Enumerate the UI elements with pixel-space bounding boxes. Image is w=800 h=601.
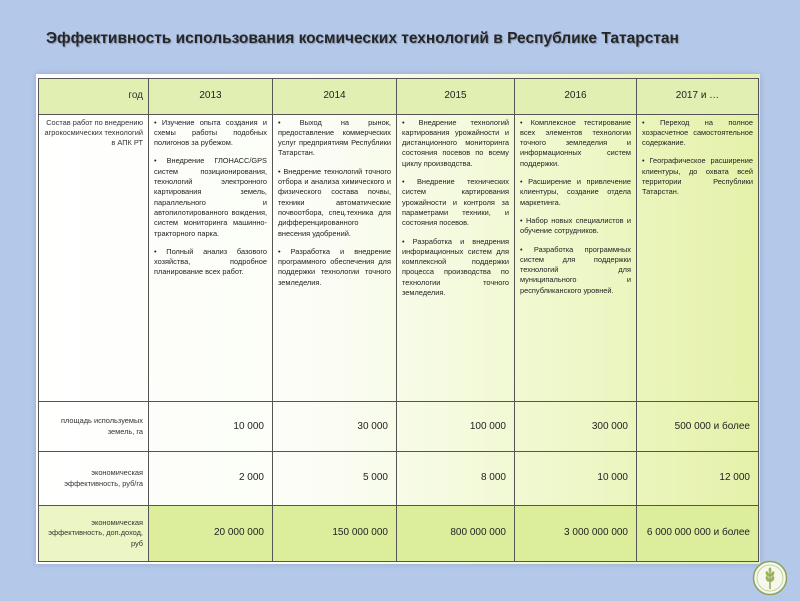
work-item: • Переход на полное хозрасчетное самостоятельное содержание.	[642, 117, 753, 148]
efficiency-per-ha-2013: 2 000	[149, 452, 273, 506]
area-value-2014: 30 000	[273, 402, 397, 452]
header-year-2015: 2015	[397, 79, 515, 115]
work-item: • Расширение и привлечение клиентуры, создание отдела маркетинга.	[520, 177, 631, 207]
efficiency-income-2017: 6 000 000 000 и более	[637, 506, 759, 562]
work-item: • Изучение опыта создания и схемы работы подобных полигонов за рубежом.	[154, 117, 267, 148]
table-row-area	[39, 402, 759, 452]
table-sheet	[36, 74, 760, 564]
efficiency-income-2014: 150 000 000	[273, 506, 397, 562]
work-item: • Внедрение технологий картирования урожайности и дистанционного мониторинга состояния посевов по всему циклу производства.	[402, 117, 509, 168]
efficiency-per-ha-2015: 8 000	[397, 452, 515, 506]
row-label-efficiency-income: экономическая эффективность, доп.доход, руб	[39, 506, 149, 562]
efficiency-per-ha-2017: 12 000	[637, 452, 759, 506]
area-value-2016: 300 000	[515, 402, 637, 452]
header-year-2014: 2014	[273, 79, 397, 115]
work-item: • Разработка и внедрение программного обеспечения для поддержки технологии точного земледелия.	[278, 246, 391, 287]
header-year-2016: 2016	[515, 79, 637, 115]
work-cell-2013	[149, 114, 273, 402]
row-label-area: площадь используемых земель, га	[39, 402, 149, 452]
row-label-work-content: Состав работ по внедрению агрокосмических технологий в АПК РТ	[39, 114, 149, 402]
efficiency-income-2016: 3 000 000 000	[515, 506, 637, 562]
area-value-2017: 500 000 и более	[637, 402, 759, 452]
work-item: • Разработка программных систем для поддержки технологий для муниципального и республиканского уровней.	[520, 244, 631, 295]
table-row-work-content	[39, 114, 759, 402]
efficiency-table	[38, 78, 759, 562]
work-cell-2015	[397, 114, 515, 402]
efficiency-income-2013: 20 000 000	[149, 506, 273, 562]
header-year-2017: 2017 и …	[637, 79, 759, 115]
table-header-row	[39, 79, 759, 115]
work-item: • Комплексное тестирование всех элементов технологии точного земледелия и информационных систем поддержки.	[520, 117, 631, 168]
efficiency-income-2015: 800 000 000	[397, 506, 515, 562]
work-cell-2017	[637, 114, 759, 402]
work-item: • Полный анализ базового хозяйства, подробное планирование всех работ.	[154, 246, 267, 277]
header-year-label: год	[39, 79, 149, 115]
work-cell-2014	[273, 114, 397, 402]
header-year-2013: 2013	[149, 79, 273, 115]
work-item: • Внедрение ГЛОНАСС/GPS систем позиционирования, технологий электронного картирования земель, параллельного и автопилотированного вождения, систем мониторинга машинно-тракторного парка.	[154, 156, 267, 238]
work-item: • Внедрение технологий точного отбора и анализа химического и физического состава почвы, техники автоматические почвоотбора, спец.техника для дифференцированного внесения удобрений.	[278, 166, 391, 238]
efficiency-per-ha-2016: 10 000	[515, 452, 637, 506]
work-item: • Географическое расширение клиентуры, до охвата всей территории Республики Татарстан.	[642, 156, 753, 197]
area-value-2015: 100 000	[397, 402, 515, 452]
efficiency-per-ha-2014: 5 000	[273, 452, 397, 506]
table-row-efficiency-income	[39, 506, 759, 562]
row-label-efficiency-per-ha: экономическая эффективность, руб/га	[39, 452, 149, 506]
wheat-emblem-icon	[752, 560, 788, 596]
work-item: • Набор новых специалистов и обучение сотрудников.	[520, 215, 631, 236]
area-value-2013: 10 000	[149, 402, 273, 452]
work-item: • Внедрение технических систем картирования урожайности и контроля за параметрами техники, и состояния посевов.	[402, 177, 509, 228]
work-item: • Выход на рынок, предоставление коммерческих услуг предприятиям Республики Татарстан.	[278, 117, 391, 158]
work-cell-2016	[515, 114, 637, 402]
table-row-efficiency-per-ha	[39, 452, 759, 506]
work-item: • Разработка и внедрения информационных систем для комплексной поддержки процесса производства по технологии точного земледелия.	[402, 236, 509, 298]
slide-title: Эффективность использования космических технологий в Республике Татарстан	[46, 30, 679, 47]
